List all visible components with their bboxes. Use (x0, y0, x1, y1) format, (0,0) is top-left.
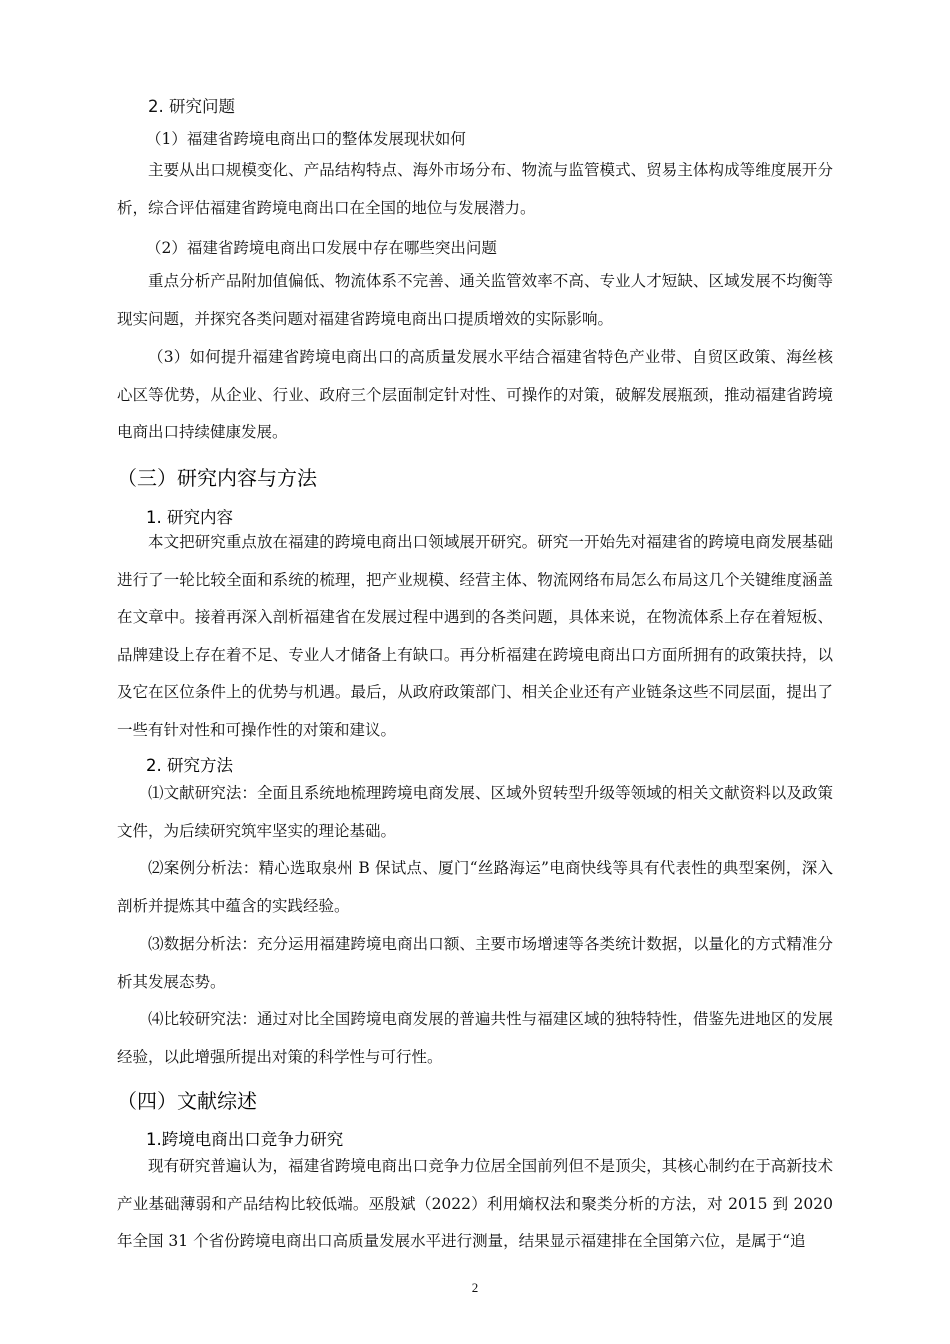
method-3-text: ⑶数据分析法：充分运用福建跨境电商出口额、主要市场增速等各类统计数据，以量化的方式精准分析其发展态势。 (117, 935, 833, 991)
export-competitiveness-text: 现有研究普遍认为，福建省跨境电商出口竞争力位居全国前列但不是顶尖，其核心制约在于高新技术产业基础薄弱和产品结构比较低端。巫殷斌（2022）利用熵权法和聚类分析的方法，对 2015 到 2020 年全国 31 个省份跨境电商出口高质量发展水平进行测量，结果显示福建排在全国第六位，是属于“追 (117, 1157, 833, 1251)
method-4-text: ⑷比较研究法：通过对比全国跨境电商发展的普遍共性与福建区域的独特特性，借鉴先进地区的发展经验，以此增强所提出对策的科学性与可行性。 (117, 1010, 833, 1066)
question-2-title: （2）福建省跨境电商出口发展中存在哪些突出问题 (146, 239, 497, 257)
question-1-title: （1）福建省跨境电商出口的整体发展现状如何 (146, 130, 466, 148)
page-number: 2 (471, 1280, 479, 1295)
research-questions-heading: 2. 研究问题 (148, 97, 235, 116)
research-content-heading: 1. 研究内容 (146, 508, 233, 527)
section-3-heading: （三）研究内容与方法 (117, 466, 317, 490)
research-methods-heading: 2. 研究方法 (146, 756, 233, 775)
question-1-text: 主要从出口规模变化、产品结构特点、海外市场分布、物流与监管模式、贸易主体构成等维度展开分析，综合评估福建省跨境电商出口在全国的地位与发展潜力。 (117, 161, 833, 217)
question-3-text: （3）如何提升福建省跨境电商出口的高质量发展水平结合福建省特色产业带、自贸区政策、海丝核心区等优势，从企业、行业、政府三个层面制定针对性、可操作的对策，破解发展瓶颈，推动福建省跨境电商出口持续健康发展。 (117, 348, 833, 442)
export-competitiveness-heading: 1.跨境电商出口竞争力研究 (146, 1130, 344, 1149)
method-1-text: ⑴文献研究法：全面且系统地梳理跨境电商发展、区域外贸转型升级等领域的相关文献资料以及政策文件，为后续研究筑牢坚实的理论基础。 (117, 784, 833, 840)
research-content-text: 本文把研究重点放在福建的跨境电商出口领域展开研究。研究一开始先对福建省的跨境电商发展基础进行了一轮比较全面和系统的梳理，把产业规模、经营主体、物流网络布局怎么布局这几个关键维度涵盖在文章中。接着再深入剖析福建省在发展过程中遇到的各类问题，具体来说，在物流体系上存在着短板、品牌建设上存在着不足、专业人才储备上有缺口。再分析福建在跨境电商出口方面所拥有的政策扶持，以及它在区位条件上的优势与机遇。最后，从政府政策部门、相关企业还有产业链条这些不同层面，提出了一些有针对性和可操作性的对策和建议。 (117, 533, 833, 739)
method-2-text: ⑵案例分析法：精心选取泉州 B 保试点、厦门“丝路海运”电商快线等具有代表性的典型案例，深入剖析并提炼其中蕴含的实践经验。 (117, 859, 833, 915)
question-2-text: 重点分析产品附加值偏低、物流体系不完善、通关监管效率不高、专业人才短缺、区域发展不均衡等现实问题，并探究各类问题对福建省跨境电商出口提质增效的实际影响。 (117, 272, 833, 328)
section-4-heading: （四）文献综述 (117, 1089, 257, 1113)
